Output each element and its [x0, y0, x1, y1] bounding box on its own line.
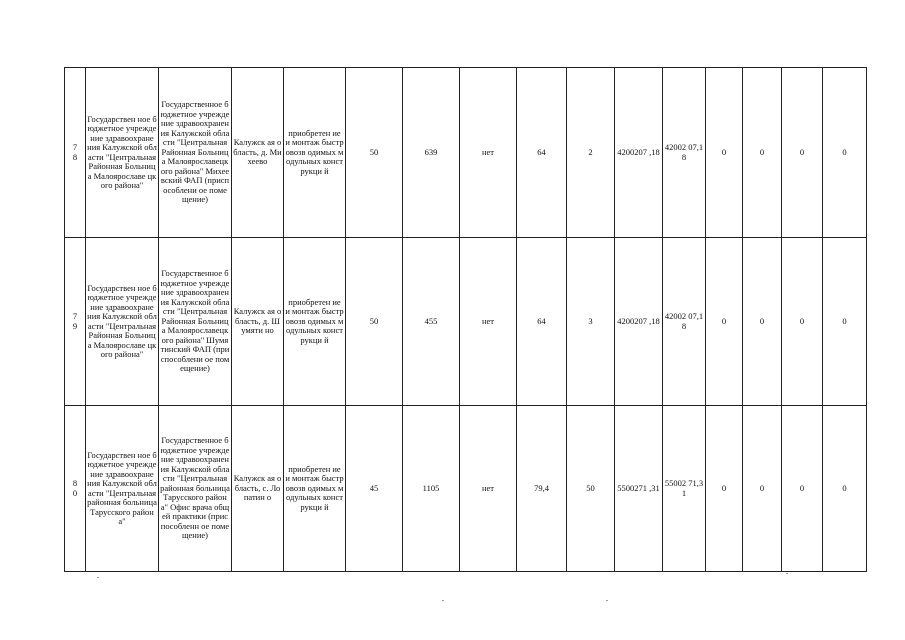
activity-cell: приобретен ие и монтаж быстровозв одимых модульных конструкци й [284, 406, 346, 572]
value-cell: 0 [782, 406, 823, 572]
value-cell: 455 [403, 238, 460, 406]
value-cell: нет [460, 238, 517, 406]
value-cell: 4200207 ,18 [615, 238, 663, 406]
facility-cell: Государственное бюджетное учреждение здравоохранения Калужской области "Центральная Районная Больница Малоярославецк ого района" Михеевский ФАП (приспособлени ое помещение) [159, 68, 232, 238]
value-cell: 50 [346, 68, 403, 238]
value-cell: 0 [706, 406, 743, 572]
activity-cell: приобретен ие и монтаж быстровозв одимых модульных конструкци й [284, 238, 346, 406]
table-row [65, 68, 867, 238]
value-cell: 55002 71,31 [663, 406, 706, 572]
value-cell: 0 [823, 406, 867, 572]
recipient-cell: Государствен ное бюджетное учреждение здравоохране ния Калужской области "Центральная Районная Больница Малоярославе цкого района" [86, 238, 159, 406]
document-table [64, 67, 867, 572]
value-cell: 0 [743, 68, 782, 238]
value-cell: 1105 [403, 406, 460, 572]
value-cell: нет [460, 406, 517, 572]
value-cell: 42002 07,18 [663, 238, 706, 406]
location-cell: Калужск ая область, с. Лопатин о [232, 406, 284, 572]
value-cell: 50 [346, 238, 403, 406]
value-cell: 0 [823, 238, 867, 406]
value-cell: 0 [782, 68, 823, 238]
recipient-cell: Государствен ное бюджетное учреждение здравоохране ния Калужской области "Центральная Районная Больница Малоярославе цкого района" [86, 68, 159, 238]
value-cell: 0 [823, 68, 867, 238]
value-cell: 2 [567, 68, 615, 238]
scan-speck [97, 577, 99, 578]
value-cell: 0 [743, 238, 782, 406]
value-cell: 50 [567, 406, 615, 572]
facility-cell: Государственное бюджетное учреждение здравоохранения Калужской области "Центральная Районная Больница Малоярославецк ого района" Шумятинский ФАП (приспособлени ое помещение) [159, 238, 232, 406]
row-number: 7 9 [65, 238, 86, 406]
value-cell: 64 [517, 68, 567, 238]
row-number: 7 8 [65, 68, 86, 238]
table-row [65, 238, 867, 406]
row-number: 8 0 [65, 406, 86, 572]
value-cell: 0 [782, 238, 823, 406]
value-cell: 639 [403, 68, 460, 238]
activity-cell: приобретен ие и монтаж быстровозв одимых модульных конструкци й [284, 68, 346, 238]
value-cell: 3 [567, 238, 615, 406]
value-cell: 4200207 ,18 [615, 68, 663, 238]
value-cell: 45 [346, 406, 403, 572]
value-cell: 79,4 [517, 406, 567, 572]
value-cell: 5500271 ,31 [615, 406, 663, 572]
value-cell: 0 [706, 68, 743, 238]
value-cell: нет [460, 68, 517, 238]
table-row [65, 406, 867, 572]
value-cell: 42002 07,18 [663, 68, 706, 238]
value-cell: 0 [706, 238, 743, 406]
location-cell: Калужск ая область, д. Шумяти но [232, 238, 284, 406]
value-cell: 64 [517, 238, 567, 406]
scan-speck [786, 573, 788, 574]
scan-speck [442, 600, 444, 601]
value-cell: 0 [743, 406, 782, 572]
scan-speck [606, 600, 608, 601]
facility-cell: Государственное бюджетное учреждение здравоохранения Калужской области "Центральная районная больница Тарусского района" Офис врача общей практики (приспособленн ое помещение) [159, 406, 232, 572]
location-cell: Калужск ая область, д. Михеево [232, 68, 284, 238]
recipient-cell: Государствен ное бюджетное учреждение здравоохране ния Калужской области "Центральная районная больница Тарусского района" [86, 406, 159, 572]
